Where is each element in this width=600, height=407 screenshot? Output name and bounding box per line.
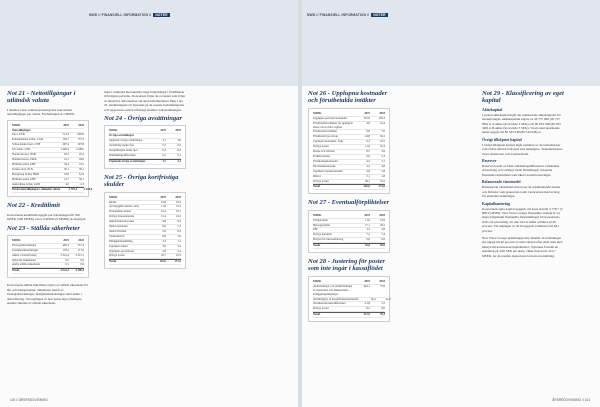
table-cell-value: 24,8 [364,134,370,139]
table-cell-value: 4,5 [366,163,370,168]
table-cell-label: Förutbetalda intäkter för upplupna löner och sociala avgifter [313,120,353,129]
table-cell-value: 8,4 [177,219,181,224]
table-cell-value: 22,9 [385,296,391,301]
table-cell-label: Nettotillgångar [12,127,31,132]
table-cell-label: Hongkong dollar, HKD [12,171,40,176]
note29-heading-retained: Balanserade vinstmedel [482,180,521,185]
table-cell-label: Valutaderivat [109,233,125,238]
table-cell-value: 0,0 [80,262,84,267]
table-cell-value: 2018 [78,237,84,242]
table-cell-value: 16,4 [370,296,376,301]
table-cell-value: -13,8 [363,301,370,306]
table-cell-value: 14,2 [175,214,181,219]
header-text: NWD // FINANSIELL INFORMATION // [89,13,152,17]
table-cell-value: 52,3 [175,199,181,204]
note27-title: Not 27 - Eventualförpliktelser [308,199,390,207]
table-cell-value: 11,9 [365,144,370,149]
page-footer-left: 100 // ÅRSREDOVISNING [10,398,48,402]
table-cell-value: 9,8 [162,219,166,224]
table-cell-value: 0,1 [177,152,181,157]
table-cell-label: Övriga poster [109,253,125,258]
note29-heading-capital-mgmt: Kapitalhantering [482,201,511,206]
header-text-right: NWD // FINANSIELL INFORMATION // [307,13,370,17]
table-cell-label: Fraktkostnader [313,153,331,158]
table-cell-label: MSEK [313,278,322,283]
table-cell-value: 8,6 [162,224,166,229]
table-row [12,268,84,274]
table-cell-value: 4,6 [366,168,370,173]
table-cell-label: Spärrade bankmedel [12,257,36,262]
table-cell-label: Räntor [313,173,321,178]
table-cell-label: Personalens skatter [109,209,132,214]
page-footer-right: ÅRSREDOVISNING // 101 [552,398,590,402]
table-cell-value: 15,9 [379,217,385,222]
table-cell-value: 3,3 [162,238,166,243]
table-cell-value: 1,8 [381,173,385,178]
table-cell-value: 8,0 [381,306,385,311]
table-cell-label: MSEK [109,194,118,199]
table-cell-value: 136,3 [378,115,385,120]
table-cell-value: 32,1 [379,134,385,139]
table-cell-value: 7,6 [381,129,385,134]
table-cell-value: 3,6 [162,243,166,248]
table-cell-label: Avdragsgilla skatter, netto [109,204,140,209]
table-cell-label: Totalt [12,268,20,273]
note29-heading-share-capital: Aktiekapital [482,107,503,112]
table-cell-value: 6,5 [65,257,69,262]
column-3 [308,90,390,327]
table-cell-value: 34,4 [63,161,69,166]
table-cell-value: 246,0 [363,184,370,189]
table-cell-label: Upplupna kostnader, frakt [313,139,344,144]
note29-contributed-text: I övrigt tillskjutet kapital ingår summan av de transaktioner som Nobia AB har haft med sina aktieägare. Transaktionerna avser emissioner och överkursfond. [482,142,563,156]
table-cell-value: 11,6 [161,204,166,209]
table-cell-value: 2018 [175,128,181,133]
table-cell-value: 231,9 [363,312,370,317]
table-cell-label: Euro, EUR [12,132,25,137]
table-cell-value: 3,1 [381,158,385,163]
table-cell-label: PRI [313,227,318,232]
note22-title: Not 22 - Kreditlimit [7,202,60,210]
table-cell-value: 2018 [379,212,385,217]
table-cell-label: Kanadensiska dollar, CAD [12,137,43,142]
table-cell-value: -0,3 [161,148,166,153]
table-row [313,312,385,318]
table-row [313,243,385,249]
table-cell-label: Australiska dollar, AUD [12,181,41,186]
table-cell-value: 11,6 [365,217,370,222]
table-cell-label: Ianspråktagna under året [109,148,138,153]
table-cell-value: 207,4 [62,142,69,147]
table-cell-value: 4,8 [381,163,385,168]
table-cell-value: 714,3 [62,132,69,137]
table-cell-value: 41,4 [379,120,385,125]
table-cell-label: Avskrivningar och nedskrivningar av materiella och immateriella anläggningstillgångar [313,283,353,296]
table-cell-value: 10,3 [175,253,181,258]
note23-table [7,235,89,278]
table-cell-value: 6,9 [366,153,370,158]
table-row [313,184,385,190]
table-cell-label: Avsättningar, ej kassaflödespåverkande [313,296,359,301]
note29-heading-contributed: Övrigt tillskjutet kapital [482,137,522,142]
table-cell-value: 2 787,4 [68,187,78,192]
table-cell-value: 175,3 [77,137,84,142]
table-cell-value: 15,2 [175,204,181,209]
table-cell-value: 5,6 [177,233,181,238]
table-cell-label: MSEK [12,122,21,127]
table-cell-label: Totalt [313,312,321,317]
right-page [302,0,600,407]
table-cell-value: 73,9 [379,283,385,288]
table-cell-value: 2018 [379,278,385,283]
table-cell-value: 2,4 [177,248,181,253]
table-cell-value: 5,8 [381,168,385,173]
table-cell-value: 2,3 [80,181,84,186]
table-cell-value: 648,0 [77,132,84,137]
table-cell-label: MSEK [313,110,322,115]
table-cell-value: 6,6 [366,237,370,242]
column-4 [482,90,564,261]
table-cell-value: 2019 [63,237,69,242]
table-cell-value: 17,1 [364,222,370,227]
table-cell-label: Totalt [313,243,321,248]
table-cell-label: Omräkningsdifferenser [109,152,136,157]
note29-reserves-text: Reserver består av både omräkningsdifferenser i utländska dotterbolag och verkligt värde förändringar avseende finansiella instrument som säkrar nettoinvesteringar. [482,164,560,177]
table-cell-value: 0,1 [65,262,69,267]
table-cell-value: 10,8 [63,171,69,176]
table-cell-value: 172,5 [174,259,181,264]
note28-title: Not 28 - Justering för poster som inte ingår i kassaflödet [308,258,386,273]
table-cell-value: 41,1 [63,156,69,161]
table-cell-label: Danska kronor, DKK [12,156,37,161]
table-cell-label: Brittiska pund, GBP [12,161,36,166]
table-cell-label: Ingående övriga avsättningar [109,138,143,143]
table-cell-value: 39,1 [364,178,370,183]
table-cell-value: 16,4 [160,209,166,214]
table-cell-value: 5,3 [381,153,385,158]
note21-intro: I tabellen visas valutaexponering mot koncernens nettotillgångar per valuta. Fördelningen är i MSEK. [7,107,76,117]
table-cell-value: 41,7 [63,176,69,181]
note21-table [7,120,93,198]
table-cell-value: 41,8 [160,199,166,204]
table-cell-label: MSEK [109,128,118,133]
table-cell-value: 2018 [379,110,385,115]
note25-table [104,192,186,270]
table-cell-value: 2019 [160,128,166,133]
column-2 [104,90,186,274]
table-cell-label: Tilläggsköpeskilling [109,238,133,243]
table-cell-value: 4,9 [366,120,370,125]
table-cell-value: 3,1 [162,138,166,143]
table-cell-label: Skuld till kund [109,228,127,233]
table-cell-value: 3 341,4 [60,252,69,257]
table-cell-label: Hyresgarantier [313,222,331,227]
column-1 [7,90,93,308]
table-cell-value: 496,3 [62,242,69,247]
table-cell-label: Förutbetalda intäkter [313,129,338,134]
table-row [109,159,181,165]
table-cell-value: 45,4 [78,152,84,157]
table-cell-label: Orealiserade kursdifferenser [313,301,346,306]
table-cell-value: 6,3 [366,139,370,144]
table-cell-value: 4 286,3 [75,268,84,273]
table-cell-value: 36,1 [63,166,69,171]
table-cell-value: 274,6 [378,184,385,189]
table-cell-value: 2,1 [366,173,370,178]
table-cell-value: 2019 [364,110,370,115]
note29-capital-mgmt-text: Koncernens egna kapital uppgick vid årets slut till 3 778,7 (3 608,2) MSEK. New Wave Groups finansiella strategi är att skapa långsiktigt finansiella förutsättningar för koncernens drift och utveckling. Av den vikt är målet soliditet på 40 procent. Vid utgången av 2019 uppgick soliditeten till 48,1 procent. [482,206,563,233]
table-cell-value: 16,7 [160,253,166,258]
table-cell-value: 39,1 [78,166,84,171]
table-cell-label: MSEK [313,212,322,217]
table-cell-label: Tullgarantier [313,217,328,222]
table-cell-value: 3,3 [366,227,370,232]
table-cell-label: Schweiziska franc, CHF [12,142,41,147]
note26-title: Not 26 - Upplupna kostnader och förutbetalda intäkter [308,90,388,105]
table-cell-value: 178,2 [62,247,69,252]
table-cell-value: 41,5 [78,161,84,166]
note23-continued-text: inget i samband med skulder. Inga förändringar i förhållande till tidigare perioder. Koncernen följer de covenant som följer av låneavtal. Information om ansvarsförbindelser finns i not 25. Avsättningarna är baserade på de senaste bedömningarna och rapporteras som kortfristiga skulder i balansräkningen. [104,90,186,112]
left-page [0,0,298,407]
table-cell-label: Moms [109,199,117,204]
note26-table [308,108,390,195]
table-cell-value: 1 248,5 [75,147,84,152]
table-cell-value: 0,2 [177,143,181,148]
header-badge-right: NOTER [373,13,386,17]
table-cell-label: Aktier i dotterföretag [12,252,37,257]
table-cell-label: Upplupna hyreskostnader [313,168,343,173]
table-cell-label: Revisionskostnader [313,163,336,168]
table-cell-value: 125,6 [363,115,370,120]
note23-title: Not 23 - Ställda säkerheter [7,224,80,232]
table-cell-label: Upplupna provisioner [109,248,135,253]
table-cell-value: 3,4 [177,243,181,248]
page-header-right [307,13,388,17]
table-cell-label: Övriga poster [313,306,329,311]
note29-heading-reserves: Reserver [482,159,497,164]
note24-table [104,125,186,168]
header-badge: NOTER [155,13,168,17]
table-cell-label: Fastighetsinteckningar [12,247,39,252]
table-cell-label: Utgående övriga avsättningar [109,158,146,163]
table-cell-value: 0,7 [162,143,166,148]
table-cell-label: Försäkringskostnader [313,158,338,163]
table-cell-value: 129,6 [159,259,166,264]
table-cell-label: Övriga poster [313,178,329,183]
table-cell-label: Borgen för intresseföretag [313,237,344,242]
table-cell-label: Företagsinteckningar [12,242,37,247]
note29-retained-text: Balanserade vinstmedel motsvarar de ackumulerade vinster och förluster som genererats totalt i koncernen med avdrag för utbetalda utdelningar. [482,185,561,199]
table-cell-label: Upplupna personal kostnader [313,115,347,120]
table-cell-label: Totalt [313,184,321,189]
table-cell-value: 15,4 [160,214,166,219]
table-row [313,285,385,298]
table-cell-label: Övriga poster [313,144,329,149]
table-cell-value: 3 321,1 [75,252,84,257]
note22-text: Koncernens kreditlimit uppgår per balansdagen till 500 MSEK (500 MSEK) varav 0 MSEK (0 MSEK) är utnyttjad. [7,212,87,222]
table-cell-value: 136,7 [62,137,69,142]
table-cell-value: 4,5 [366,158,370,163]
table-cell-value: 7,3 [177,224,181,229]
table-cell-value: 5,4 [381,232,385,237]
table-cell-value: 1,1 [177,238,181,243]
table-cell-label: Upplupna räntor [109,243,129,248]
table-cell-value: 8,5 [366,149,370,154]
table-cell-label: MSEK [12,237,21,242]
table-cell-value: 76,4 [379,312,385,317]
table-cell-value: 3,7 [162,158,166,163]
table-cell-label: Andra ställda säkerheter [12,262,41,267]
table-cell-value: -6,2 [365,306,370,311]
table-cell-value: 6,3 [177,228,181,233]
table-cell-value: 44,9 [78,156,84,161]
table-cell-value: 244,1 [363,283,370,288]
table-cell-value: 0,1 [162,152,166,157]
note27-table [308,210,390,253]
table-cell-value: 4,9 [381,149,385,154]
table-cell-value: 50,9 [379,243,385,248]
note29-dividend-text: New Wave Groups utdelningspolicy innebär att utdelningen ska uppgå till 40 procent av nettovinsten efter skatt men med hänsyn till koncernens kapitalbehov. Styrelsen föreslår en utdelning på 3,00 SEK per aktie, vilket motsvarar 241,7 MSEK. Av de resultat rapporteras fortsatt en utdelning. [482,235,563,258]
table-cell-value: 2019 [63,122,69,127]
note21-title: Not 21 - Nettotillgångar i utländsk valuta [7,90,76,105]
table-cell-label: Aktierelaterade poster [109,219,135,224]
table-cell-label: Totalt [109,259,117,264]
table-cell-value: 2 508,0 [83,187,93,192]
table-cell-value: 2,8 [162,248,166,253]
table-cell-value: 10,5 [379,139,385,144]
table-cell-value: 45,8 [364,243,370,248]
table-cell-value: 2019 [364,212,370,217]
table-cell-value: 31,2 [379,178,385,183]
table-cell-value: 237,3 [77,242,84,247]
table-cell-value: 171,8 [77,247,84,252]
table-cell-value: 92,3 [63,152,69,157]
note29-share-capital-text: I posten aktiekapital ingår det registrerade aktiekapitalet för moderbolaget. Aktiekapitalet utgörs av 20 757 090 (20 757 090) st A-aktier (kvotvärde 3 SEK) och 60 033 348 (60 033 348) st B-aktier (kvotvärde 3 SEK). Totalt antal utestående aktier uppgår till 80 543 048 (80 543 048) st. [482,112,561,135]
table-cell-label: Bonus och rabatter [313,149,335,154]
page-header [89,13,170,17]
table-cell-value: 6,74 [78,171,84,176]
table-cell-value: 3,0 [177,138,181,143]
table-row [12,187,93,193]
table-cell-value: 16,1 [175,209,181,214]
table-cell-value: 2019 [364,278,370,283]
table-cell-value: -0,2 [176,148,181,153]
table-cell-value: 20,2 [379,222,385,227]
table-row [109,259,181,265]
table-cell-value: 2019 [160,194,166,199]
table-cell-value: 8,8 [162,233,166,238]
note23-text: Koncernens ställda säkerheter utgörs av ställda säkerheter för lån och bankgarantier. Säkerheter består av företagsinteckningar, fastighetsinteckningar samt aktier i dotterföretag. Vid utgången av året fanns inga ytterligare skulder säkrade av ställda säkerheter. [7,283,89,305]
note28-table [308,276,390,322]
table-cell-label: US dollar, USD [12,147,31,152]
table-cell-label: Norska kronor, NOK [12,152,37,157]
table-cell-label: Totala nettotillgångar i utländsk valuta [12,187,61,192]
table-cell-value: 2,8 [381,227,385,232]
table-cell-label: Skuld pensioner [109,224,128,229]
table-cell-value: 7,2 [366,232,370,237]
table-cell-value: 3,5 [381,301,385,306]
table-cell-value: 6,9 [80,257,84,262]
table-cell-value: 2,6 [162,228,166,233]
table-cell-value: 197,8 [77,142,84,147]
table-cell-value: 16,3 [379,144,385,149]
table-cell-value: 6,6 [381,237,385,242]
table-cell-value: 4,0 [65,181,69,186]
note24-title: Not 24 - Övriga avsättningar [104,115,183,123]
table-cell-label: Brittiska pund, GBP [12,176,36,181]
table-cell-value: 56,1 [78,176,84,181]
table-cell-label: Förutbetald provision [313,134,338,139]
table-cell-label: Polska zloty, PLN [12,166,33,171]
table-cell-value: 1 466,4 [60,147,69,152]
table-cell-value: 4 022,5 [60,268,69,273]
table-cell-value: 2018 [175,194,181,199]
note25-title: Not 25 - Övriga kortfristiga skulder [104,173,179,189]
table-cell-label: Övriga garantier [313,232,333,237]
table-cell-label: Övriga lönerelaterade [109,214,135,219]
table-cell-label: Avsättning under året [109,143,134,148]
table-cell-value: 6,8 [366,129,370,134]
table-cell-label: Övriga avsättningar [109,133,134,138]
table-cell-value: 2018 [78,122,84,127]
table-cell-value: 3,1 [177,158,181,163]
note29-title: Not 29 - Klassificering av eget kapital [482,90,564,105]
